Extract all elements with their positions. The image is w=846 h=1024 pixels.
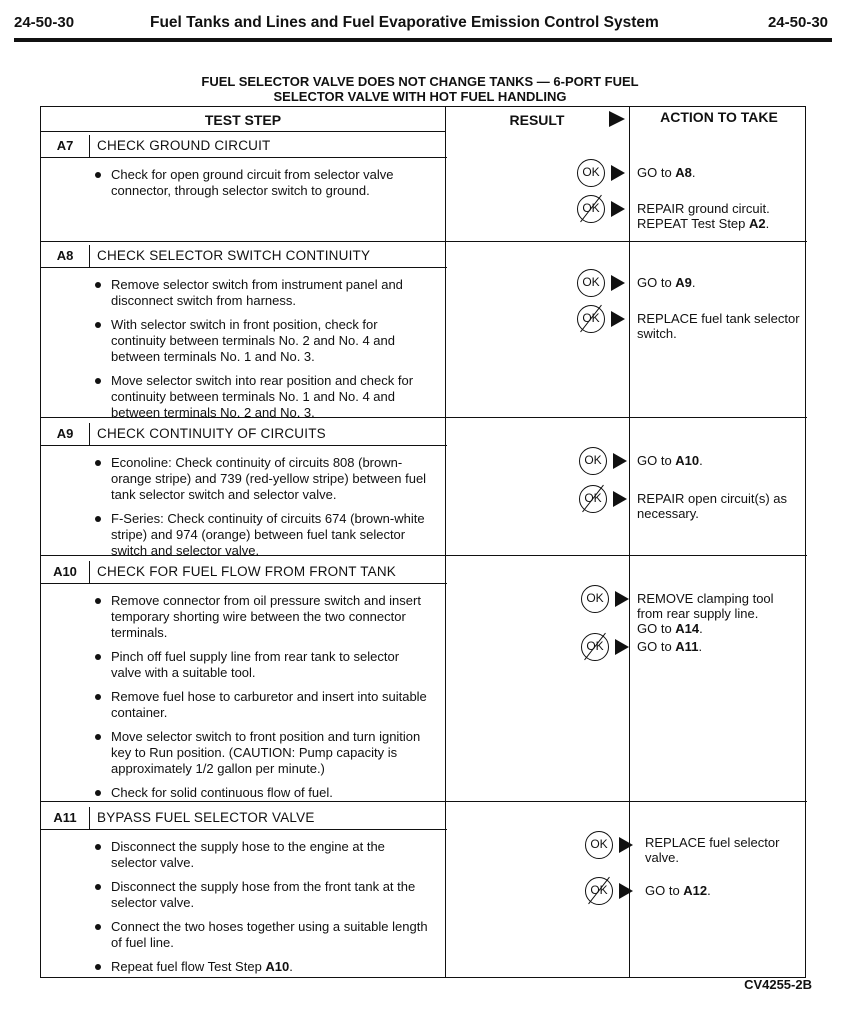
action-text: REPAIR ground circuit. REPEAT Test Step A2. xyxy=(637,201,770,231)
step-id: A11 xyxy=(41,807,90,829)
ok-icon: OK xyxy=(577,269,605,297)
step-a8-instructions xyxy=(93,277,433,429)
action-text: GO to A9. xyxy=(637,275,696,290)
step-a11-instructions xyxy=(93,839,433,983)
action-text: REPLACE fuel selector valve. xyxy=(645,835,780,865)
action-text: REPLACE fuel tank selector switch. xyxy=(637,311,800,341)
column-header-action: ACTION TO TAKE xyxy=(660,109,778,125)
step-title: CHECK GROUND CIRCUIT xyxy=(97,138,271,153)
step-header-a9 xyxy=(41,423,447,446)
action-text: REMOVE clamping tool from rear supply line. GO to A14. xyxy=(637,591,774,636)
arrow-right-icon xyxy=(611,165,625,181)
document-title-line1: FUEL SELECTOR VALVE DOES NOT CHANGE TANKS — 6-PORT FUEL xyxy=(201,74,639,89)
arrow-right-icon xyxy=(619,883,633,899)
list-item: Check for open ground circuit from selector valve connector, through selector switch to ground. xyxy=(93,167,433,199)
list-item: Remove selector switch from instrument panel and disconnect switch from harness. xyxy=(93,277,433,309)
list-item: Econoline: Check continuity of circuits 808 (brown-orange stripe) and 739 (red-yellow stripe) between fuel tank selector switch and selector valve. xyxy=(93,455,433,503)
list-item: Disconnect the supply hose from the front tank at the selector valve. xyxy=(93,879,433,911)
list-item: Repeat fuel flow Test Step A10. xyxy=(93,959,433,975)
action-text: GO to A8. xyxy=(637,165,696,180)
page-title: Fuel Tanks and Lines and Fuel Evaporative Emission Control System xyxy=(150,14,659,31)
not-ok-icon: OK xyxy=(579,485,607,513)
list-item: Check for solid continuous flow of fuel. xyxy=(93,785,433,801)
step-a7-instructions xyxy=(93,167,433,207)
column-divider-result xyxy=(445,107,446,977)
column-header-result: RESULT xyxy=(509,112,565,128)
action-text: REPAIR open circuit(s) as necessary. xyxy=(637,491,788,521)
step-header-a10 xyxy=(41,561,447,584)
step-id: A9 xyxy=(41,423,90,445)
document-title-line2: SELECTOR VALVE WITH HOT FUEL HANDLING xyxy=(273,89,567,104)
list-item: Connect the two hoses together using a suitable length of fuel line. xyxy=(93,919,433,951)
list-item: Remove connector from oil pressure switch and insert temporary shorting wire between the two connector terminals. xyxy=(93,593,433,641)
document-title xyxy=(120,74,720,104)
arrow-right-icon xyxy=(615,639,629,655)
arrow-right-icon xyxy=(611,201,625,217)
row-divider xyxy=(41,241,807,242)
arrow-right-icon xyxy=(619,837,633,853)
page-header xyxy=(14,10,832,42)
arrow-right-icon xyxy=(613,453,627,469)
section-number-left: 24-50-30 xyxy=(14,14,75,31)
not-ok-icon: OK xyxy=(585,877,613,905)
step-id: A10 xyxy=(41,561,90,583)
step-title: CHECK SELECTOR SWITCH CONTINUITY xyxy=(97,248,371,263)
ok-icon: OK xyxy=(581,585,609,613)
list-item: Move selector switch into rear position and check for continuity between terminals No. 1 and No. 4 and between terminals No. 2 and No. 3. xyxy=(93,373,433,421)
arrow-right-icon xyxy=(611,275,625,291)
list-item: F-Series: Check continuity of circuits 674 (brown-white stripe) and 974 (orange) between fuel tank selector switch and selector valve. xyxy=(93,511,433,559)
step-title: CHECK FOR FUEL FLOW FROM FRONT TANK xyxy=(97,564,397,579)
list-item: Pinch off fuel supply line from rear tank to selector valve with a suitable tool. xyxy=(93,649,433,681)
column-header-test-step: TEST STEP xyxy=(204,112,282,128)
ok-icon: OK xyxy=(579,447,607,475)
action-text: GO to A12. xyxy=(645,883,711,898)
arrow-right-icon xyxy=(611,311,625,327)
step-title: CHECK CONTINUITY OF CIRCUITS xyxy=(97,426,326,441)
step-id: A7 xyxy=(41,135,90,157)
header-divider xyxy=(41,131,445,132)
not-ok-icon: OK xyxy=(577,195,605,223)
not-ok-icon: OK xyxy=(577,305,605,333)
list-item: With selector switch in front position, check for continuity between terminals No. 2 and No. 4 and between terminals No. 1 and No. 3. xyxy=(93,317,433,365)
step-a9-instructions xyxy=(93,455,433,567)
step-id: A8 xyxy=(41,245,90,267)
action-text: GO to A11. xyxy=(637,639,703,654)
step-a10-instructions xyxy=(93,593,433,809)
action-text: GO to A10. xyxy=(637,453,703,468)
step-title: BYPASS FUEL SELECTOR VALVE xyxy=(97,810,315,825)
ok-icon: OK xyxy=(585,831,613,859)
list-item: Move selector switch to front position and turn ignition key to Run position. (CAUTION: Pump capacity is approximately 1/2 gallon per minute.) xyxy=(93,729,433,777)
arrow-right-icon xyxy=(609,111,625,127)
ok-icon: OK xyxy=(577,159,605,187)
step-header-a7 xyxy=(41,135,447,158)
step-header-a11 xyxy=(41,807,447,830)
diagnostic-table xyxy=(40,106,806,978)
list-item: Disconnect the supply hose to the engine at the selector valve. xyxy=(93,839,433,871)
arrow-right-icon xyxy=(615,591,629,607)
section-number-right: 24-50-30 xyxy=(767,14,828,31)
list-item: Remove fuel hose to carburetor and insert into suitable container. xyxy=(93,689,433,721)
step-header-a8 xyxy=(41,245,447,268)
not-ok-icon: OK xyxy=(581,633,609,661)
figure-id: CV4255-2B xyxy=(744,977,812,992)
arrow-right-icon xyxy=(613,491,627,507)
